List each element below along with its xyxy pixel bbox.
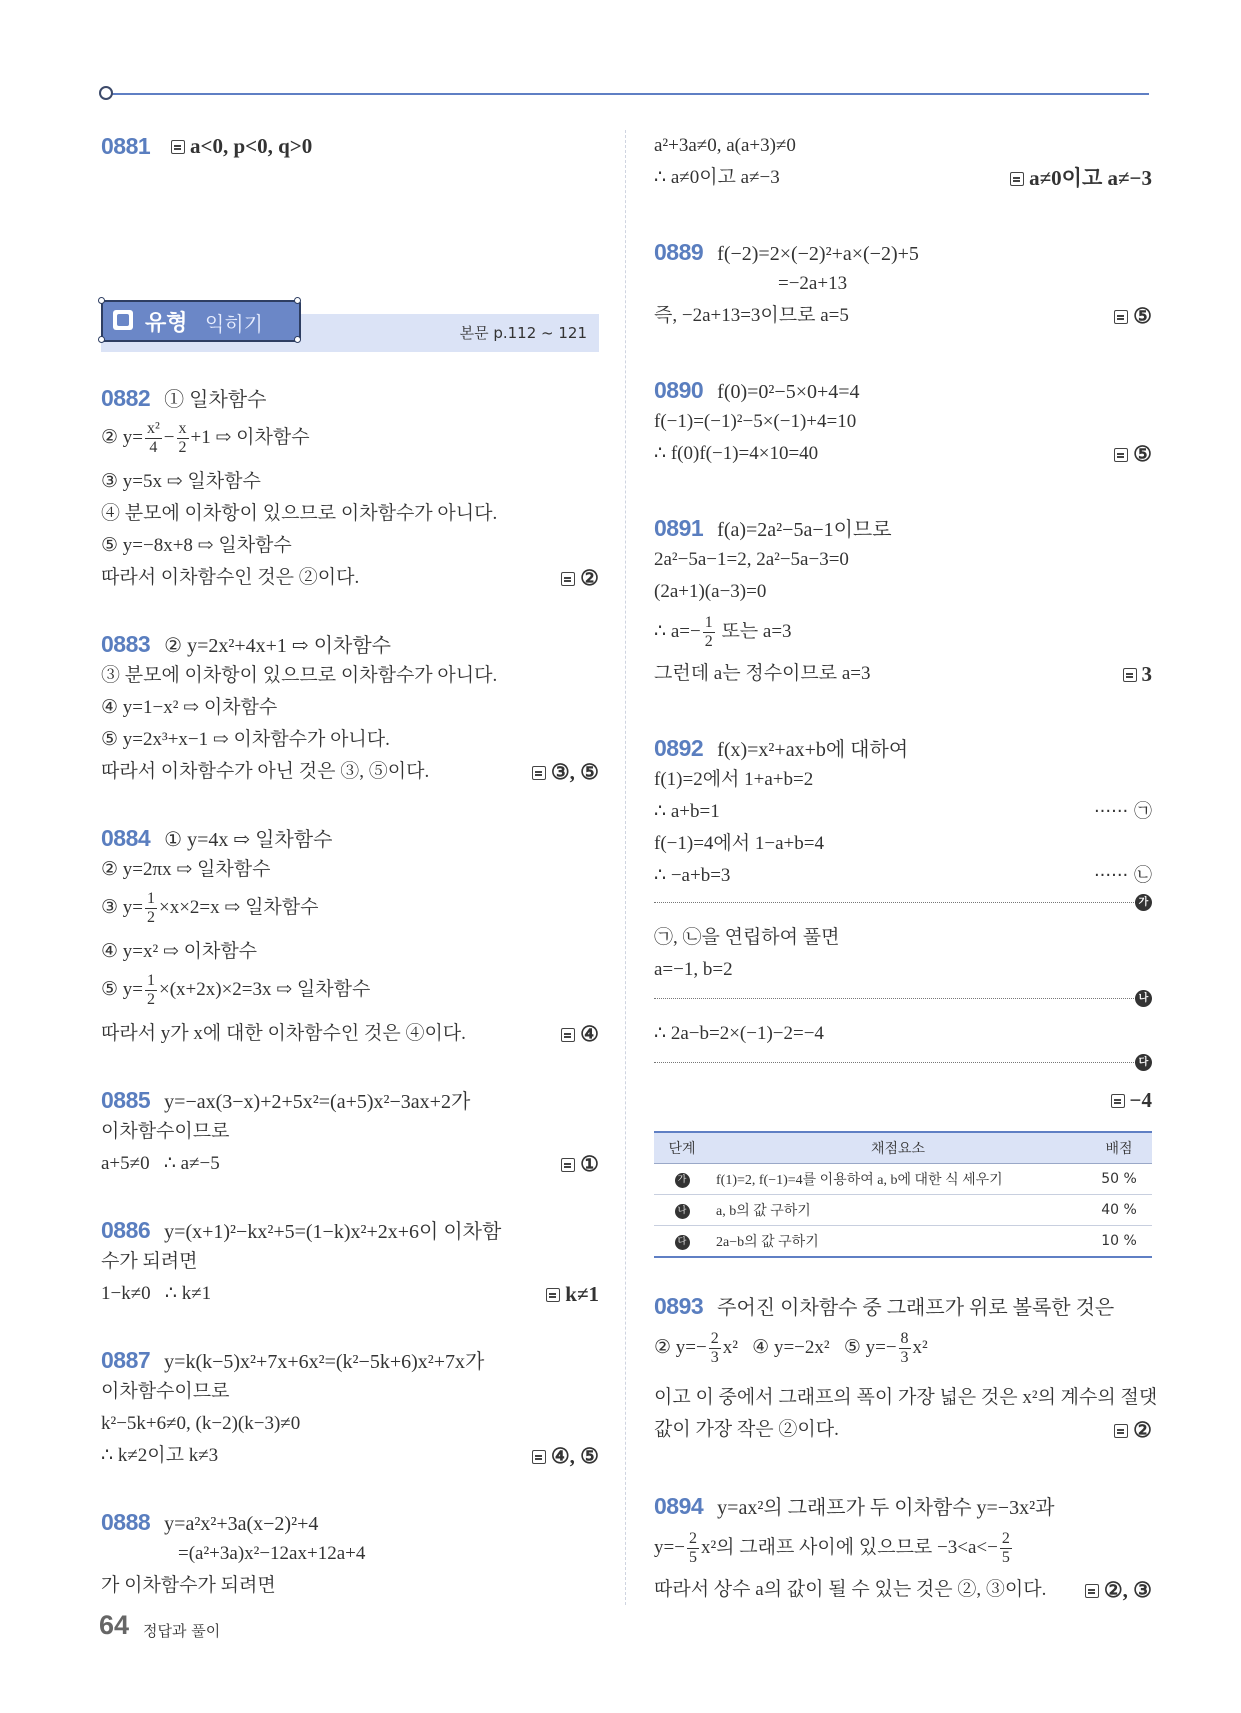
item-cell: a, b의 값 구하기 xyxy=(710,1195,1086,1226)
text: ∴ a=− xyxy=(654,620,701,642)
fraction xyxy=(177,420,189,457)
answer-text: 3 xyxy=(1141,662,1152,686)
fraction xyxy=(145,420,162,457)
line-text xyxy=(101,420,310,457)
fraction xyxy=(899,1330,911,1367)
line-text xyxy=(654,1530,1014,1567)
denominator: 3 xyxy=(710,1349,719,1366)
line-text: ㉠, ㉡을 연립하여 풀면 xyxy=(654,927,840,948)
column-header: 단계 xyxy=(654,1132,710,1164)
answer-0890 xyxy=(1114,438,1152,471)
line-text: a=−1, b=2 xyxy=(654,959,733,980)
problem-0893 xyxy=(654,1290,1114,1324)
text: x² xyxy=(912,1336,928,1358)
problem-0884 xyxy=(101,822,332,856)
banner-corner-dot xyxy=(98,297,105,304)
answer-text: −4 xyxy=(1129,1088,1152,1112)
step-separator xyxy=(654,998,1138,999)
line-text: 따라서 상수 a의 값이 될 수 있는 것은 ②, ③이다. xyxy=(654,1579,1047,1600)
text: +1 ⇨ 이차함수 xyxy=(190,426,310,448)
denominator: 2 xyxy=(178,439,187,456)
fraction xyxy=(687,1530,699,1567)
line-text: 이차함수이므로 xyxy=(101,1381,230,1402)
step-badge: 가 xyxy=(1135,894,1152,911)
answer-icon xyxy=(532,1450,546,1464)
step-separator xyxy=(654,902,1138,903)
step-cell xyxy=(654,1226,710,1258)
problem-number: 0888 xyxy=(101,1509,151,1535)
answer-icon xyxy=(561,1028,575,1042)
banner-corner-dot xyxy=(294,336,301,343)
line-text: 수가 되려면 xyxy=(101,1251,198,1272)
denominator: 2 xyxy=(147,991,155,1008)
answer-icon xyxy=(1114,310,1128,324)
problem-number: 0886 xyxy=(101,1217,151,1243)
answer-icon xyxy=(1114,1424,1128,1438)
line-text: y=−ax(3−x)+2+5x²=(a+5)x²−3ax+2가 xyxy=(164,1091,471,1113)
problem-0891 xyxy=(654,512,892,546)
line-text: ① 일차함수 xyxy=(164,389,267,411)
step-icon: 다 xyxy=(675,1235,690,1250)
scoring-table xyxy=(654,1131,1152,1258)
score-cell: 10 % xyxy=(1086,1226,1152,1258)
step-badge: 다 xyxy=(1135,1054,1152,1071)
line-text: 따라서 이차함수인 것은 ②이다. xyxy=(101,567,360,588)
numerator: 1 xyxy=(147,890,155,907)
item-cell: 2a−b의 값 구하기 xyxy=(710,1226,1086,1258)
problem-number: 0890 xyxy=(654,377,704,403)
item-cell: f(1)=2, f(−1)=4를 이용하여 a, b에 대한 식 세우기 xyxy=(710,1164,1086,1195)
line-text xyxy=(654,614,792,651)
line-text: f(0)=0²−5×0+4=4 xyxy=(717,381,860,403)
equation-marker: ······ ㉡ xyxy=(1093,865,1152,886)
line-text: =(a²+3a)x²−12ax+12a+4 xyxy=(178,1543,366,1564)
answer-icon xyxy=(546,1288,560,1302)
problem-number: 0885 xyxy=(101,1087,151,1113)
line-text: 1−k≠0 ∴ k≠1 xyxy=(101,1283,212,1304)
line-text: a+5≠0 ∴ a≠−5 xyxy=(101,1153,220,1174)
answer-icon xyxy=(532,766,546,780)
line-text xyxy=(101,972,370,1009)
line-text: ⑤ y=−8x+8 ⇨ 일차함수 xyxy=(101,535,292,556)
line-text: ∴ a+b=1 xyxy=(654,801,720,822)
answer-icon xyxy=(561,572,575,586)
problem-number: 0892 xyxy=(654,735,704,761)
answer-icon xyxy=(561,1158,575,1172)
fraction xyxy=(145,890,157,927)
page-number: 64 xyxy=(99,1610,130,1640)
answer-text: ⑤ xyxy=(1133,442,1152,466)
problem-0885 xyxy=(101,1084,470,1118)
column-divider xyxy=(625,130,626,1605)
problem-number: 0881 xyxy=(101,133,151,159)
column-header: 채점요소 xyxy=(710,1132,1086,1164)
problem-number: 0889 xyxy=(654,239,704,265)
answer-0889 xyxy=(1114,300,1152,333)
answer-0886 xyxy=(546,1278,599,1311)
line-text: f(x)=x²+ax+b에 대하여 xyxy=(717,739,909,761)
numerator: 1 xyxy=(704,614,713,631)
problem-0883 xyxy=(101,628,391,662)
denominator: 2 xyxy=(147,909,155,926)
answer-0888 xyxy=(1010,162,1152,195)
numerator: 2 xyxy=(1001,1530,1010,1547)
step-cell xyxy=(654,1164,710,1195)
step-icon: 나 xyxy=(675,1204,690,1219)
line-text: y=ax²의 그래프가 두 이차함수 y=−3x²과 xyxy=(717,1497,1055,1519)
problem-0889 xyxy=(654,236,919,270)
answer-text: ②, ③ xyxy=(1103,1578,1152,1602)
fraction xyxy=(709,1330,721,1367)
line-text: (2a+1)(a−3)=0 xyxy=(654,581,767,602)
denominator: 2 xyxy=(704,633,713,650)
answer-text: ③, ⑤ xyxy=(550,760,599,784)
answer-icon xyxy=(1123,668,1137,682)
line-text: ④ y=x² ⇨ 이차함수 xyxy=(101,941,258,962)
answer-0882 xyxy=(561,562,599,595)
text: ×x×2=x ⇨ 일차함수 xyxy=(159,896,319,918)
notebook-icon xyxy=(113,310,133,330)
score-cell: 40 % xyxy=(1086,1195,1152,1226)
numerator: 2 xyxy=(688,1530,697,1547)
line-text: =−2a+13 xyxy=(778,273,848,294)
line-text: ② y=2πx ⇨ 일차함수 xyxy=(101,859,271,880)
line-text: ∴ f(0)f(−1)=4×10=40 xyxy=(654,443,819,464)
step-separator xyxy=(654,1062,1138,1063)
problem-0894 xyxy=(654,1490,1054,1524)
answer-0892 xyxy=(1111,1084,1152,1117)
line-text: a²+3a≠0, a(a+3)≠0 xyxy=(654,135,796,156)
numerator: x xyxy=(178,420,187,437)
numerator: 2 xyxy=(710,1330,719,1347)
line-text: 이고 이 중에서 그래프의 폭이 가장 넓은 것은 x²의 계수의 절댓 xyxy=(654,1387,1158,1408)
banner-subtitle: 익히기 xyxy=(205,312,263,336)
answer-text: ② xyxy=(580,566,599,590)
line-text: 가 이차함수가 되려면 xyxy=(101,1575,276,1596)
step-cell xyxy=(654,1195,710,1226)
line-text: ④ y=1−x² ⇨ 이차함수 xyxy=(101,697,278,718)
line-text: 2a²−5a−1=2, 2a²−5a−3=0 xyxy=(654,549,849,570)
text: ② y=− xyxy=(654,1336,707,1358)
text: x² ④ y=−2x² ⑤ y=− xyxy=(722,1336,897,1358)
answer-icon xyxy=(1010,172,1024,186)
numerator: 1 xyxy=(147,972,155,989)
page-reference: 본문 p.112 ~ 121 xyxy=(459,324,587,342)
line-text: ① y=4x ⇨ 일차함수 xyxy=(164,829,333,851)
line-text: f(−1)=4에서 1−a+b=4 xyxy=(654,833,824,854)
problem-0881 xyxy=(101,130,164,164)
problem-number: 0882 xyxy=(101,385,151,411)
line-text: y=(x+1)²−kx²+5=(1−k)x²+2x+6이 이차함 xyxy=(164,1221,502,1243)
line-text: 그런데 a는 정수이므로 a=3 xyxy=(654,663,871,684)
problem-number: 0894 xyxy=(654,1493,704,1519)
line-text: 즉, −2a+13=3이므로 a=5 xyxy=(654,305,849,326)
banner-corner-dot xyxy=(294,297,301,304)
problem-0887 xyxy=(101,1344,484,1378)
answer-text: ④ xyxy=(580,1022,599,1046)
line-text: ② y=2x²+4x+1 ⇨ 이차함수 xyxy=(164,635,391,657)
answer-text: ① xyxy=(580,1152,599,1176)
answer-0881 xyxy=(171,130,312,163)
answer-text: a<0, p<0, q>0 xyxy=(190,134,313,158)
numerator: 8 xyxy=(900,1330,909,1347)
answer-text: ⑤ xyxy=(1133,304,1152,328)
problem-number: 0887 xyxy=(101,1347,151,1373)
banner-corner-dot xyxy=(98,336,105,343)
answer-text: ② xyxy=(1133,1418,1152,1442)
answer-icon xyxy=(1111,1094,1125,1108)
problem-number: 0884 xyxy=(101,825,151,851)
line-text: ③ 분모에 이차항이 있으므로 이차함수가 아니다. xyxy=(101,665,498,686)
text: 또는 a=3 xyxy=(716,620,792,642)
text: y=− xyxy=(654,1536,685,1558)
fraction xyxy=(145,972,157,1009)
line-text: 이차함수이므로 xyxy=(101,1121,230,1142)
step-badge: 나 xyxy=(1135,990,1152,1007)
text: ③ y= xyxy=(101,896,143,918)
text: − xyxy=(163,426,175,448)
denominator: 5 xyxy=(688,1549,697,1566)
line-text: f(−1)=(−1)²−5×(−1)+4=10 xyxy=(654,411,857,432)
problem-number: 0893 xyxy=(654,1293,704,1319)
line-text: 값이 가장 작은 ②이다. xyxy=(654,1419,839,1440)
fraction xyxy=(1000,1530,1012,1567)
score-cell: 50 % xyxy=(1086,1164,1152,1195)
problem-0882 xyxy=(101,382,266,416)
line-text xyxy=(654,1330,928,1367)
top-rule xyxy=(104,93,1149,95)
problem-0892 xyxy=(654,732,908,766)
text: x²의 그래프 사이에 있으므로 −3<a<− xyxy=(700,1536,998,1558)
denominator: 4 xyxy=(149,439,158,456)
line-text: ∴ a≠0이고 a≠−3 xyxy=(654,167,780,188)
text: ⑤ y= xyxy=(101,978,143,1000)
equation-marker: ······ ㉠ xyxy=(1093,801,1152,822)
line-text xyxy=(101,890,318,927)
banner-title-box xyxy=(101,300,301,342)
line-text: f(−2)=2×(−2)²+a×(−2)+5 xyxy=(717,243,919,265)
answer-0885 xyxy=(561,1148,599,1181)
line-text: ③ y=5x ⇨ 일차함수 xyxy=(101,471,261,492)
line-text: 주어진 이차함수 중 그래프가 위로 볼록한 것은 xyxy=(717,1297,1115,1319)
answer-icon xyxy=(171,140,185,154)
answer-0893 xyxy=(1114,1414,1152,1447)
banner-title: 유형 xyxy=(145,311,188,336)
table-row xyxy=(654,1164,1152,1195)
table-header-row xyxy=(654,1132,1152,1164)
line-text: ∴ −a+b=3 xyxy=(654,865,731,886)
line-text: 따라서 이차함수가 아닌 것은 ③, ⑤이다. xyxy=(101,761,430,782)
answer-text: a≠0이고 a≠−3 xyxy=(1029,166,1152,190)
line-text: ⑤ y=2x³+x−1 ⇨ 이차함수가 아니다. xyxy=(101,729,390,750)
line-text: f(a)=2a²−5a−1이므로 xyxy=(717,519,892,541)
fraction xyxy=(703,614,715,651)
column-header: 배점 xyxy=(1086,1132,1152,1164)
line-text: k²−5k+6≠0, (k−2)(k−3)≠0 xyxy=(101,1413,301,1434)
footer-label: 정답과 풀이 xyxy=(143,1622,221,1640)
section-banner xyxy=(101,300,599,350)
table-row xyxy=(654,1226,1152,1258)
line-text: ∴ 2a−b=2×(−1)−2=−4 xyxy=(654,1023,824,1044)
top-rule-dot xyxy=(99,86,113,100)
line-text: y=a²x²+3a(x−2)²+4 xyxy=(164,1513,319,1535)
problem-0886 xyxy=(101,1214,501,1248)
line-text: ∴ k≠2이고 k≠3 xyxy=(101,1445,219,1466)
answer-text: ④, ⑤ xyxy=(550,1444,599,1468)
denominator: 3 xyxy=(900,1349,909,1366)
answer-0883 xyxy=(532,756,599,789)
table-row xyxy=(654,1195,1152,1226)
text: ×(x+2x)×2=3x ⇨ 일차함수 xyxy=(159,978,371,1000)
line-text: ④ 분모에 이차항이 있으므로 이차함수가 아니다. xyxy=(101,503,498,524)
answer-0894 xyxy=(1085,1574,1152,1607)
problem-0888 xyxy=(101,1506,318,1540)
problem-number: 0891 xyxy=(654,515,704,541)
answer-icon xyxy=(1085,1584,1099,1598)
denominator: 5 xyxy=(1001,1549,1010,1566)
step-icon: 가 xyxy=(675,1173,690,1188)
line-text: f(1)=2에서 1+a+b=2 xyxy=(654,769,814,790)
numerator: x² xyxy=(147,420,160,437)
answer-0884 xyxy=(561,1018,599,1051)
answer-text: k≠1 xyxy=(565,1282,599,1306)
answer-icon xyxy=(1114,448,1128,462)
line-text: y=k(k−5)x²+7x+6x²=(k²−5k+6)x²+7x가 xyxy=(164,1351,485,1373)
problem-number: 0883 xyxy=(101,631,151,657)
problem-0890 xyxy=(654,374,860,408)
text: ② y= xyxy=(101,426,143,448)
answer-0887 xyxy=(532,1440,599,1473)
answer-0891 xyxy=(1123,658,1153,691)
line-text: 따라서 y가 x에 대한 이차함수인 것은 ④이다. xyxy=(101,1023,466,1044)
